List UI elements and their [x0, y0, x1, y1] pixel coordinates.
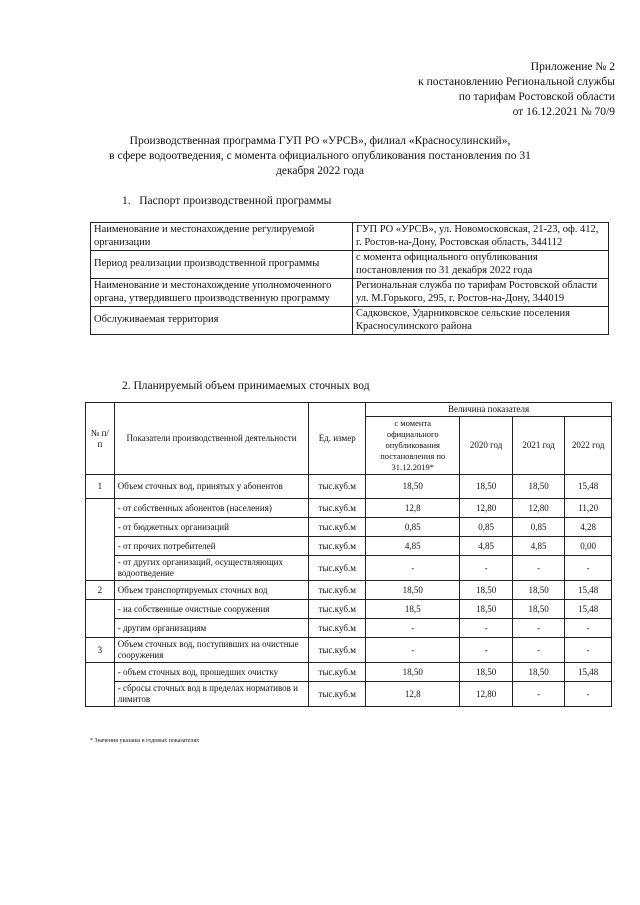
section-heading-volume: 2. Планируемый объем принимаемых сточных вод: [122, 380, 370, 392]
row-value: 11,20: [565, 499, 612, 518]
table-row: [86, 682, 612, 707]
row-value: 12,80: [512, 499, 564, 518]
row-value: -: [565, 619, 612, 638]
section-number: 1.: [122, 195, 131, 207]
passport-label: Наименование и местонахождение регулируемой организации: [91, 223, 353, 251]
row-value: 18,50: [366, 475, 460, 499]
appendix-line: Приложение № 2: [530, 61, 615, 73]
row-value: 15,48: [565, 663, 612, 682]
row-value: -: [565, 556, 612, 581]
row-indicator: Объем сточных вод, принятых у абонентов: [114, 475, 309, 499]
row-number: [86, 499, 115, 581]
table-row: [86, 518, 612, 537]
passport-value-line: ул. М.Горького, 295, г. Ростов-на-Дону, 344019: [356, 292, 565, 304]
row-value: -: [512, 556, 564, 581]
row-unit: тыс.куб.м: [309, 638, 366, 663]
appendix-line: от 16.12.2021 № 70/9: [512, 106, 615, 118]
passport-value-line: с момента официального опубликования постановления по 31 декабря 2022 года: [356, 252, 538, 276]
row-number: 3: [86, 638, 115, 663]
row-value: 0,85: [460, 518, 512, 537]
row-number: [86, 600, 115, 638]
row-indicator: - другим организациям: [114, 619, 309, 638]
row-indicator: - от бюджетных организаций: [114, 518, 309, 537]
header-period: 2022 год: [565, 417, 612, 475]
passport-value-line: Садковское, Ударниковское сельские поселения Красносулинского района: [356, 308, 570, 332]
row-value: 4,85: [366, 537, 460, 556]
row-indicator: Объем транспортируемых сточных вод: [114, 581, 309, 600]
table-row: [86, 663, 612, 682]
row-value: 0,85: [512, 518, 564, 537]
row-value: 15,48: [565, 475, 612, 499]
row-value: 15,48: [565, 581, 612, 600]
row-value: 4,85: [512, 537, 564, 556]
row-unit: тыс.куб.м: [309, 663, 366, 682]
header-period: 2020 год: [460, 417, 512, 475]
header-period: 2021 год: [512, 417, 564, 475]
row-unit: тыс.куб.м: [309, 499, 366, 518]
row-unit: тыс.куб.м: [309, 581, 366, 600]
row-number: 2: [86, 581, 115, 600]
row-value: 12,8: [366, 499, 460, 518]
row-value: 12,80: [460, 499, 512, 518]
table-row: [86, 556, 612, 581]
passport-value-line: ГУП РО «УРСВ», ул. Новомосковская, 21-23, оф. 412, г. Ростов-на-Дону, Ростовская область, 344112: [356, 224, 599, 248]
row-value: -: [460, 638, 512, 663]
row-value: 0,85: [366, 518, 460, 537]
row-value: -: [565, 682, 612, 707]
row-value: -: [460, 556, 512, 581]
passport-label: Наименование и местонахождение уполномоченного органа, утвердившего производственную программу: [91, 279, 353, 307]
row-value: 12,80: [460, 682, 512, 707]
table-row: [86, 499, 612, 518]
row-value: 18,50: [460, 663, 512, 682]
row-unit: тыс.куб.м: [309, 682, 366, 707]
row-unit: тыс.куб.м: [309, 475, 366, 499]
footnote: * Значения указаны в годовых показателях: [90, 738, 200, 744]
header-period: с момента официального опубликования постановления по 31.12.2019*: [366, 417, 460, 475]
row-unit: тыс.куб.м: [309, 600, 366, 619]
row-value: -: [512, 638, 564, 663]
table-row: [86, 581, 612, 600]
title-line: декабря 2022 года: [276, 165, 364, 177]
row-unit: тыс.куб.м: [309, 518, 366, 537]
row-value: 18,50: [460, 475, 512, 499]
row-value: 18,50: [512, 581, 564, 600]
table-row: [86, 638, 612, 663]
passport-value: [353, 279, 609, 307]
row-number: 1: [86, 475, 115, 499]
row-value: -: [366, 619, 460, 638]
appendix-line: к постановлению Региональной службы: [418, 76, 615, 88]
row-value: 4,28: [565, 518, 612, 537]
title-line: в сфере водоотведения, с момента официального опубликования постановления по 31: [109, 150, 531, 162]
row-value: -: [366, 556, 460, 581]
appendix-line: по тарифам Ростовской области: [458, 91, 615, 103]
passport-value: [353, 307, 609, 335]
row-unit: тыс.куб.м: [309, 537, 366, 556]
passport-table: [90, 222, 609, 335]
passport-value-line: Региональная служба по тарифам Ростовской области: [356, 280, 598, 291]
row-number: [86, 663, 115, 707]
passport-row: [91, 307, 609, 335]
row-value: 18,50: [512, 600, 564, 619]
row-value: 15,48: [565, 600, 612, 619]
table-row: [86, 619, 612, 638]
header-num: № п/п: [86, 403, 115, 475]
passport-value: [353, 223, 609, 251]
passport-value: [353, 251, 609, 279]
table-row: [86, 600, 612, 619]
row-value: 18,50: [460, 600, 512, 619]
row-indicator: - от собственных абонентов (населения): [114, 499, 309, 518]
row-value: 18,50: [512, 663, 564, 682]
row-value: -: [366, 638, 460, 663]
header-group: Величина показателя: [366, 403, 612, 417]
row-value: 18,5: [366, 600, 460, 619]
row-value: -: [512, 682, 564, 707]
appendix-block: [295, 60, 615, 120]
row-value: 18,50: [460, 581, 512, 600]
section-heading-passport: [122, 195, 331, 207]
row-indicator: - объем сточных вод, прошедших очистку: [114, 663, 309, 682]
row-indicator: - от прочих потребителей: [114, 537, 309, 556]
table-row: [86, 537, 612, 556]
row-value: -: [460, 619, 512, 638]
passport-label: Обслуживаемая территория: [91, 307, 353, 335]
row-unit: тыс.куб.м: [309, 619, 366, 638]
row-value: 12,8: [366, 682, 460, 707]
header-indicator: Показатели производственной деятельности: [114, 403, 309, 475]
section-title: Паспорт производственной программы: [139, 195, 332, 207]
header-row: [86, 403, 612, 417]
row-value: -: [512, 619, 564, 638]
row-value: 18,50: [366, 581, 460, 600]
row-value: 0,00: [565, 537, 612, 556]
row-indicator: - на собственные очистные сооружения: [114, 600, 309, 619]
row-indicator: Объем сточных вод, поступивших на очистные сооружения: [114, 638, 309, 663]
row-unit: тыс.куб.м: [309, 556, 366, 581]
row-value: -: [565, 638, 612, 663]
row-indicator: - от других организаций, осуществляющих водоотведение: [114, 556, 309, 581]
passport-row: [91, 223, 609, 251]
header-unit: Ед. измер: [309, 403, 366, 475]
passport-row: [91, 279, 609, 307]
row-indicator: - сбросы сточных вод в пределах нормативов и лимитов: [114, 682, 309, 707]
title-line: Производственная программа ГУП РО «УРСВ», филиал «Красносулинский»,: [129, 135, 511, 147]
row-value: 18,50: [512, 475, 564, 499]
volume-table: [85, 402, 612, 707]
table-row: [86, 475, 612, 499]
document-title: [70, 134, 570, 179]
row-value: 18,50: [366, 663, 460, 682]
passport-row: [91, 251, 609, 279]
passport-label: Период реализации производственной программы: [91, 251, 353, 279]
row-value: 4,85: [460, 537, 512, 556]
